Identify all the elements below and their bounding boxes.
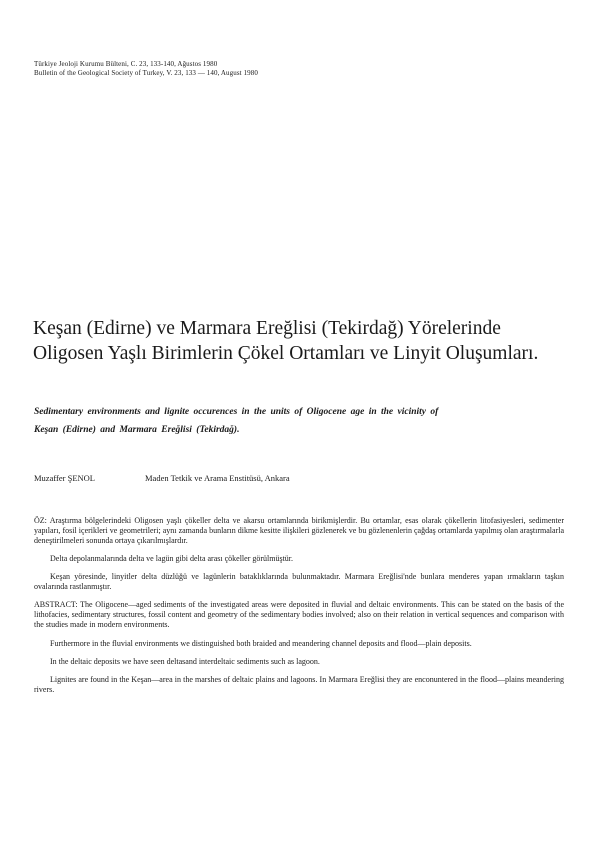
abstract-english-paragraph-3: In the deltaic deposits we have seen deltasand interdeltaic sediments such as lagoon. xyxy=(50,657,320,666)
journal-citation-turkish: Türkiye Jeoloji Kurumu Bülteni, C. 23, 133-140, Ağustos 1980 xyxy=(34,60,218,68)
abstract-english-paragraph: ABSTRACT: The Oligocene—aged sediments of the investigated areas were deposited in fluvial and deltaic environments. This can be stated on the basis of the lithofacies, sedimentary structures, fossil content and geometry of the sedimentary bodies involved; also on their relation in vertical sequences and comparison with the studies made in modern environments. xyxy=(34,600,564,629)
abstract xyxy=(34,516,564,703)
author-affiliation: Maden Tetkik ve Arama Enstitüsü, Ankara xyxy=(145,473,290,483)
journal-citation-english: Bulletin of the Geological Society of Turkey, V. 23, 133 — 140, August 1980 xyxy=(34,69,258,77)
english-title-line-1: Sedimentary environments and lignite occurences in the units of Oligocene age in the vicinity of xyxy=(34,407,439,417)
abstract-english-paragraph-4: Lignites are found in the Keşan—area in the marshes of deltaic plains and lagoons. In Marmara Ereğlisi they are enconuntered in the flood—plains meandering rivers. xyxy=(34,675,564,694)
abstract-turkish-paragraph-2: Delta depolanmalarında delta ve lagün gibi delta arası çökeller görülmüştür. xyxy=(50,554,294,563)
paper-title-line-2: Oligosen Yaşlı Birimlerin Çökel Ortamları ve Linyit Oluşumları. xyxy=(33,343,539,364)
abstract-turkish-paragraph: ÖZ: Araştırma bölgelerindeki Oligosen yaşlı çökeller delta ve akarsu ortamlarında birikmişlerdir. Bu ortamlar, esas olarak çökellerin litofasiyesleri, sedimenter yapıları, fosil içerikleri ve geometrileri; aynı zamanda bunların dikme kesitte ilişkileri gözlenerek ve bu gözlenenlerin çağdaş ortamlarda yapılmış olan araştırmalarla deneştirilmeleri sonunda ortaya çıkarılmışlardır. xyxy=(34,516,564,545)
paper-title-line-1: Keşan (Edirne) ve Marmara Ereğlisi (Tekirdağ) Yörelerinde xyxy=(33,318,501,339)
author-name: Muzaffer ŞENOL xyxy=(34,473,95,483)
journal-header xyxy=(34,60,258,78)
abstract-english-paragraph-2: Furthermore in the fluvial environments we distinguished both braided and meandering channel deposits and flood—plain deposits. xyxy=(50,639,472,648)
abstract-turkish-paragraph-3: Keşan yöresinde, linyitler delta düzlüğü ve lagünlerin bataklıklarında bulunmaktadır. Marmara Ereğlisi'nde bunlara menderes yapan ırmakların taşkın ovalarında rastlanmıştır. xyxy=(34,572,564,591)
english-title-line-2: Keşan (Edirne) and Marmara Ereğlisi (Tekirdağ). xyxy=(34,425,240,435)
paper-title xyxy=(33,316,573,366)
english-title xyxy=(34,403,574,439)
